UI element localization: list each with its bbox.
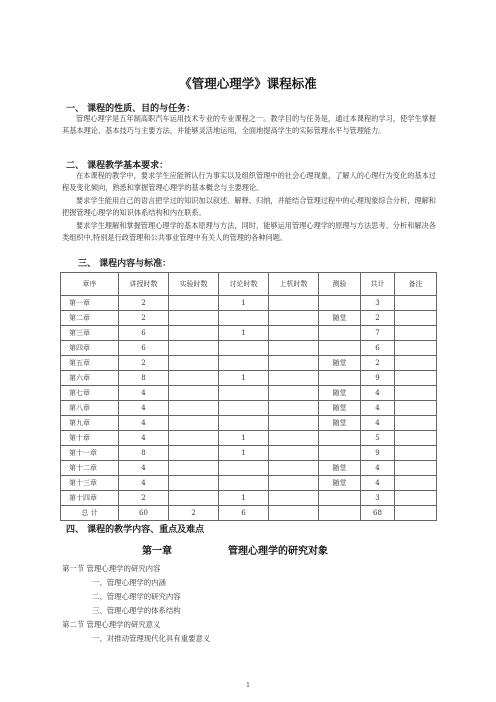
table-cell — [269, 491, 319, 506]
chapter-name: 管理心理学的研究对象 — [228, 546, 328, 557]
section-2-heading: 二、 课程教学基本要求： — [66, 161, 169, 171]
table-cell — [169, 356, 219, 371]
table-cell — [269, 341, 319, 356]
chapter-cell: 第一章 — [61, 296, 119, 311]
table-cell: 1 — [219, 491, 269, 506]
outline-section-2: 第二节 管理心理学的研究意义 — [62, 620, 161, 629]
table-cell — [395, 416, 437, 431]
chapter-cell: 第七章 — [61, 386, 119, 401]
table-cell — [169, 476, 219, 491]
table-cell — [395, 431, 437, 446]
table-cell — [169, 401, 219, 416]
table-cell — [219, 311, 269, 326]
table-cell — [319, 491, 361, 506]
table-cell: 3 — [361, 296, 395, 311]
table-cell — [269, 386, 319, 401]
table-cell — [169, 461, 219, 476]
table-cell — [269, 311, 319, 326]
table-cell — [319, 341, 361, 356]
header-cell: 讨论时数 — [219, 273, 269, 296]
table-cell — [395, 371, 437, 386]
table-cell — [269, 431, 319, 446]
table-cell: 68 — [361, 506, 395, 521]
table-cell — [395, 326, 437, 341]
table-total-row — [61, 506, 437, 521]
table-cell — [395, 401, 437, 416]
table-cell: 8 — [119, 446, 169, 461]
table-cell — [219, 476, 269, 491]
chapter-cell: 第十四章 — [61, 491, 119, 506]
table-row — [61, 371, 437, 386]
table-cell — [269, 446, 319, 461]
table-cell — [395, 311, 437, 326]
table-cell — [219, 416, 269, 431]
table-cell: 60 — [119, 506, 169, 521]
table-cell: 4 — [119, 386, 169, 401]
section-2-paragraph-3: 要求学生理解和掌握管理心理学的基本原理与方法，同时，能够运用管理心理学的原理与方法思考、分析和解决各类组织中,特别是行政管理和公共事业管理中有关人的管理的各种问题。 — [62, 221, 436, 243]
table-cell: 随堂 — [319, 416, 361, 431]
table-cell — [269, 371, 319, 386]
table-cell: 4 — [119, 401, 169, 416]
table-cell — [269, 401, 319, 416]
table-cell — [395, 476, 437, 491]
chapter-cell: 第十一章 — [61, 446, 119, 461]
table-cell: 2 — [119, 491, 169, 506]
chapter-cell: 第二章 — [61, 311, 119, 326]
table-cell — [269, 326, 319, 341]
table-cell — [169, 371, 219, 386]
table-row — [61, 356, 437, 371]
table-header-row — [61, 273, 437, 296]
table-row — [61, 416, 437, 431]
table-cell — [319, 446, 361, 461]
table-cell: 3 — [361, 491, 395, 506]
table-cell — [169, 416, 219, 431]
table-cell — [219, 461, 269, 476]
table-cell: 随堂 — [319, 476, 361, 491]
table-row — [61, 431, 437, 446]
table-cell — [319, 431, 361, 446]
table-row — [61, 311, 437, 326]
section-2-paragraph-2: 要求学生能用自己的语言把学过的知识加以叙述、解释、归纳，并能结合管理过程中的心理现象综合分析，理解和把握管理心理学的知识体系结构和内在联系。 — [62, 196, 436, 218]
table-cell: 随堂 — [319, 401, 361, 416]
table-cell: 4 — [361, 476, 395, 491]
table-cell: 1 — [219, 326, 269, 341]
table-cell — [319, 326, 361, 341]
table-cell — [395, 491, 437, 506]
header-cell: 上机时数 — [269, 273, 319, 296]
table-cell: 8 — [119, 371, 169, 386]
table-cell — [219, 401, 269, 416]
table-cell: 1 — [219, 431, 269, 446]
table-cell: 随堂 — [319, 386, 361, 401]
chapter-cell: 第九章 — [61, 416, 119, 431]
outline-item: 二、管理心理学的研究内容 — [92, 592, 181, 601]
table-cell: 6 — [361, 341, 395, 356]
section-3-heading: 三、 课程内容与标准： — [78, 259, 172, 269]
table-cell — [395, 356, 437, 371]
table-cell — [395, 386, 437, 401]
table-cell: 6 — [219, 506, 269, 521]
table-cell — [319, 371, 361, 386]
table-cell: 5 — [361, 431, 395, 446]
table-cell: 4 — [119, 431, 169, 446]
table-cell — [319, 506, 361, 521]
table-cell — [269, 476, 319, 491]
table-cell — [269, 356, 319, 371]
table-cell — [169, 446, 219, 461]
course-hours-table — [60, 272, 437, 521]
table-cell — [219, 386, 269, 401]
table-cell: 2 — [361, 311, 395, 326]
header-cell: 讲授时数 — [119, 273, 169, 296]
outline-item: 一、对推动管理现代化具有重要意义 — [92, 634, 211, 643]
chapter-cell: 第八章 — [61, 401, 119, 416]
table-cell — [169, 296, 219, 311]
table-cell — [169, 386, 219, 401]
table-cell — [169, 311, 219, 326]
table-cell: 9 — [361, 371, 395, 386]
table-cell: 6 — [119, 341, 169, 356]
table-cell — [395, 341, 437, 356]
chapter-cell: 总 计 — [61, 506, 119, 521]
table-row — [61, 461, 437, 476]
page-number: 1 — [246, 682, 250, 689]
chapter-cell: 第三章 — [61, 326, 119, 341]
document-title: 《管理心理学》课程标准 — [179, 76, 317, 91]
chapter-number: 第一章 — [142, 546, 172, 557]
table-cell — [269, 461, 319, 476]
table-cell: 随堂 — [319, 461, 361, 476]
table-row — [61, 446, 437, 461]
table-cell: 2 — [361, 356, 395, 371]
table-cell: 1 — [219, 371, 269, 386]
header-cell: 备注 — [395, 273, 437, 296]
table-row — [61, 326, 437, 341]
table-cell — [269, 506, 319, 521]
table-cell — [269, 296, 319, 311]
table-cell: 4 — [361, 386, 395, 401]
chapter-cell: 第十章 — [61, 431, 119, 446]
table-cell: 2 — [119, 296, 169, 311]
table-cell: 4 — [119, 416, 169, 431]
table-cell — [319, 296, 361, 311]
section-1-heading: 一、 课程的性质、目的与任务： — [66, 104, 196, 114]
header-cell: 章序 — [61, 273, 119, 296]
table-cell: 2 — [119, 356, 169, 371]
table-cell — [169, 326, 219, 341]
chapter-cell: 第十二章 — [61, 461, 119, 476]
header-cell: 实验时数 — [169, 273, 219, 296]
chapter-cell: 第十三章 — [61, 476, 119, 491]
table-cell: 1 — [219, 296, 269, 311]
table-row — [61, 341, 437, 356]
table-cell: 随堂 — [319, 311, 361, 326]
table-row — [61, 296, 437, 311]
table-row — [61, 401, 437, 416]
header-cell: 测验 — [319, 273, 361, 296]
table-cell: 9 — [361, 446, 395, 461]
table-cell — [269, 416, 319, 431]
table-cell — [395, 296, 437, 311]
table-cell: 1 — [219, 446, 269, 461]
table-cell: 4 — [361, 461, 395, 476]
table-cell: 4 — [361, 416, 395, 431]
chapter-cell: 第六章 — [61, 371, 119, 386]
chapter-cell: 第五章 — [61, 356, 119, 371]
outline-item: 一、管理心理学的内涵 — [92, 578, 166, 587]
outline-section-1: 第一节 管理心理学的研究内容 — [62, 564, 161, 573]
table-cell: 4 — [361, 401, 395, 416]
table-cell — [395, 446, 437, 461]
table-cell: 2 — [119, 311, 169, 326]
table-cell — [169, 431, 219, 446]
table-row — [61, 476, 437, 491]
table-cell — [219, 356, 269, 371]
table-cell — [395, 461, 437, 476]
table-cell: 2 — [169, 506, 219, 521]
table-cell — [169, 341, 219, 356]
table-row — [61, 491, 437, 506]
outline-item: 三、管理心理学的体系结构 — [92, 606, 181, 615]
table-cell: 4 — [119, 476, 169, 491]
table-cell — [219, 341, 269, 356]
table-row — [61, 386, 437, 401]
section-1-paragraph: 管理心理学是五年制高职汽车运用技术专业的专业课程之一。教学目的与任务是，通过本课程的学习，使学生掌握其基本理论、基本技巧与主要方法，并能够灵活地运用，全面地提高学生的实际管理水平与管理能力。 — [62, 114, 436, 136]
table-cell: 随堂 — [319, 356, 361, 371]
header-cell: 共计 — [361, 273, 395, 296]
section-4-heading: 四、 课程的教学内容、重点及难点 — [66, 525, 205, 535]
table-cell: 4 — [119, 461, 169, 476]
section-2-paragraph-1: 在本课程的教学中，要求学生应能辨认行为事实以及组织管理中的社会心理现象，了解人的心理行为变化的基本过程及变化倾向，熟悉和掌握管理心理学的基本概念与主要理论。 — [62, 171, 436, 193]
table-cell: 7 — [361, 326, 395, 341]
table-cell: 6 — [119, 326, 169, 341]
table-cell — [169, 491, 219, 506]
table-cell — [395, 506, 437, 521]
chapter-cell: 第四章 — [61, 341, 119, 356]
